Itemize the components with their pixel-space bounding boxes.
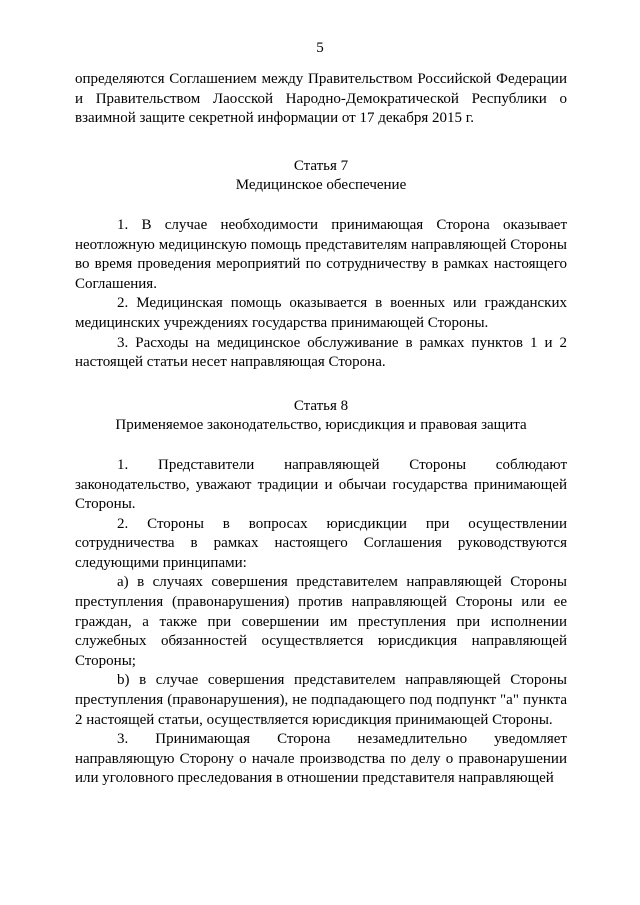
article-7-number: Статья 7 [293, 157, 349, 174]
intro-paragraph: определяются Соглашением между Правительством Российской Федерации и Правительством Лаосской Народно-Демократической Республики о взаимной защите секретной информации от 17 декабря 2015 г. [75, 71, 567, 127]
article-8-title: Применяемое законодательство, юрисдикция и правовая защита [115, 417, 527, 434]
article-7-paragraph-1: 1. В случае необходимости принимающая Сторона оказывает неотложную медицинскую помощь представителям направляющей Стороны во время проведения мероприятий по сотрудничеству в рамках настоящего Соглашения. [75, 216, 567, 292]
article-8-paragraph-3: 3. Принимающая Сторона незамедлительно уведомляет направляющую Сторону о начале производства по делу о правонарушении или уголовного преследования в отношении представителя направляющей [75, 731, 567, 787]
article-8-subparagraph-a: a) в случаях совершения представителем направляющей Стороны преступления (правонарушения) против направляющей Стороны или ее граждан, а также при совершении им преступления при исполнении служебных обязанностей осуществляется юрисдикция направляющей Стороны; [75, 574, 567, 669]
article-7-paragraph-3: 3. Расходы на медицинское обслуживание в рамках пунктов 1 и 2 настоящей статьи несет направляющая Сторона. [75, 334, 567, 371]
article-7-title: Медицинское обеспечение [235, 177, 407, 194]
page-number: 5 [316, 40, 324, 56]
article-8-paragraph-2: 2. Стороны в вопросах юрисдикции при осуществлении сотрудничества в рамках настоящего Соглашения руководствуются следующими принципами: [75, 515, 567, 571]
article-8-heading [75, 397, 567, 436]
article-8-number: Статья 8 [293, 397, 349, 414]
article-8-paragraph-1: 1. Представители направляющей Стороны соблюдают законодательство, уважают традиции и обычаи государства принимающей Стороны. [75, 456, 567, 513]
article-7-heading [75, 157, 567, 196]
article-7-paragraph-2: 2. Медицинская помощь оказывается в военных или гражданских медицинских учреждениях государства принимающей Стороны. [75, 295, 567, 331]
article-8-subparagraph-b: b) в случае совершения представителем направляющей Стороны преступления (правонарушения), не подпадающего под подпункт "a" пункта 2 настоящей статьи, осуществляется юрисдикция принимающей Стороны. [75, 672, 567, 728]
document-body [75, 70, 567, 789]
